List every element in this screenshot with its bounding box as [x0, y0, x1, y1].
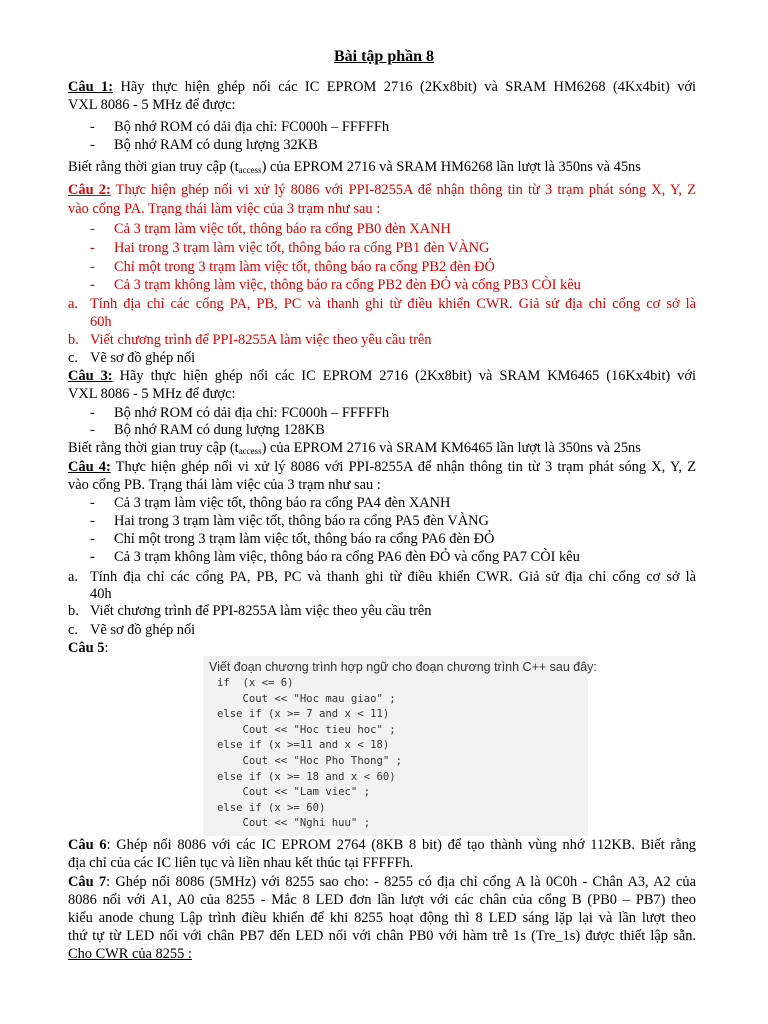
q4-label: Câu 4: [68, 459, 111, 475]
bullet-dash: - [90, 240, 95, 256]
q7-line4: thứ tự từ LED nối với chân PB7 đến LED nối với chân PB0 với hàm trễ 1s (Tre_1s) được thiết lập sẵn. [68, 928, 696, 944]
q2-bullet3: Chỉ một trong 3 trạm làm việc tốt, thông báo ra cổng PB2 đèn ĐỎ [114, 259, 495, 275]
q2-b-text: Viết chương trình để PPI-8255A làm việc theo yêu cầu trên [90, 332, 432, 348]
q1-note: Biết rằng thời gian truy cập $(t_{access})$ của EPROM 2716 và SRAM HM6268 lần lượt là 350ns và 45ns [68, 159, 641, 175]
q4-a-label: a. [68, 569, 78, 585]
q4-b-text: Viết chương trình để PPI-8255A làm việc theo yêu cầu trên [90, 603, 432, 619]
q5-label: Câu 5 [68, 640, 105, 656]
q4-bullet1: Cả 3 trạm làm việc tốt, thông báo ra cổng PA4 đèn XANH [114, 495, 451, 511]
code-intro: Viết đoạn chương trình hợp ngữ cho đoạn chương trình C++ sau đây: [209, 660, 597, 674]
q1-bullet1: Bộ nhớ ROM có dải địa chỉ: FC000h – FFFFFh [114, 119, 390, 135]
q7-line3: kiểu anode chung Lập trình điều khiển để khi 8255 hoạt động thì 8 LED sáng lặp lại và lần lượt theo [68, 910, 696, 926]
q2-label: Câu 2: [68, 182, 111, 198]
q2-bullet1: Cả 3 trạm làm việc tốt, thông báo ra cổng PB0 đèn XANH [114, 221, 451, 237]
q4-c-label: c. [68, 622, 78, 638]
q4-bullet2: Hai trong 3 trạm làm việc tốt, thông báo ra cổng PA5 đèn VÀNG [114, 513, 489, 529]
bullet-dash: - [90, 495, 95, 511]
q2-a-label: a. [68, 296, 78, 312]
q4-bullet3: Chỉ một trong 3 trạm làm việc tốt, thông báo ra cổng PA6 đèn ĐỎ [114, 531, 495, 547]
q4-bullet4: Cả 3 trạm không làm việc, thông báo ra cổng PA6 đèn ĐỎ và cổng PA7 CÒI kêu [114, 549, 580, 565]
q3-bullet2: Bộ nhớ RAM có dung lượng 128KB [114, 422, 325, 438]
q2-a-line2: 60h [90, 314, 112, 330]
bullet-dash: - [90, 119, 95, 135]
q4-line2: vào cổng PB. Trạng thái làm việc của 3 trạm như sau : [68, 477, 381, 493]
q7-line1: Câu 7: Ghép nối 8086 (5MHz) với 8255 sao cho: - 8255 có địa chỉ cổng A là 0C0h - Chân A3, A2 của [68, 874, 696, 890]
q4-c-text: Vẽ sơ đồ ghép nối [90, 622, 196, 638]
q3-line1: Câu 3: Hãy thực hiện ghép nối các IC EPROM 2716 (2Kx8bit) và SRAM KM6465 (16Kx4bit) với [68, 368, 696, 384]
bullet-dash: - [90, 531, 95, 547]
bullet-dash: - [90, 513, 95, 529]
q2-c-text: Vẽ sơ đồ ghép nối [90, 350, 196, 366]
q4-b-label: b. [68, 603, 79, 619]
q1-bullet2: Bộ nhớ RAM có dung lượng 32KB [114, 137, 318, 153]
q2-a-line1: Tính địa chỉ các cổng PA, PB, PC và thanh ghi từ điều khiển CWR. Giả sử địa chỉ cổng cơ sở là [90, 296, 696, 312]
q1-line1: Câu 1: Hãy thực hiện ghép nối các IC EPROM 2716 (2Kx8bit) và SRAM HM6268 (4Kx4bit) với [68, 79, 696, 95]
bullet-dash: - [90, 137, 95, 153]
bullet-dash: - [90, 277, 95, 293]
q4-a-line2: 40h [90, 586, 112, 602]
bullet-dash: - [90, 422, 95, 438]
q3-note: Biết rằng thời gian truy cập $(t_{access})$ của EPROM 2716 và SRAM KM6465 lần lượt là 350ns và 25ns [68, 440, 641, 456]
q6-line2: địa chỉ của các IC liên tục và liền nhau kết thúc tại FFFFFh. [68, 855, 414, 871]
bullet-dash: - [90, 549, 95, 565]
q1-line2: VXL 8086 - 5 MHz để được: [68, 97, 236, 113]
q2-bullet2: Hai trong 3 trạm làm việc tốt, thông báo ra cổng PB1 đèn VÀNG [114, 240, 490, 256]
q7-label: Câu 7 [68, 874, 107, 890]
q2-b-label: b. [68, 332, 79, 348]
q4-line1: Câu 4: Thực hiện ghép nối vi xử lý 8086 với PPI-8255A để nhận thông tin từ 3 trạm phát sóng X, Y, Z [68, 459, 696, 475]
q2-c-label: c. [68, 350, 78, 366]
q1-label: Câu 1: [68, 79, 114, 95]
bullet-dash: - [90, 405, 95, 421]
code-image [203, 656, 597, 836]
q7-line2: 8086 nối với A1, A0 của 8255 - Mắc 8 LED đơn lần lượt với các chân của cổng B (PB0 – PB7) theo [68, 892, 696, 908]
q3-line2: VXL 8086 - 5 MHz để được: [68, 386, 236, 402]
bullet-dash: - [90, 221, 95, 237]
q3-bullet1: Bộ nhớ ROM có dải địa chỉ: FC000h – FFFFFh [114, 405, 390, 421]
q6-line1: Câu 6: Ghép nối 8086 với các IC EPROM 2764 (8KB 8 bit) để tạo thành vùng nhớ 112KB. Biết rằng [68, 837, 696, 853]
q2-line1: Câu 2: Thực hiện ghép nối vi xử lý 8086 với PPI-8255A để nhận thông tin từ 3 trạm phát sóng X, Y, Z [68, 182, 696, 198]
q6-label: Câu 6 [68, 837, 107, 853]
code-snippet: if (x <= 6) Cout << "Hoc mau giao" ; else if (x >= 7 and x < 11) Cout << "Hoc tieu hoc" ; else if (x >=11 and x < 18) Cout << "Hoc Pho Thong" ; else if (x >= 18 and x < 60) Cout << "Lam viec" ; else if (x >= 60) Cout << "Nghi huu" ; [217, 677, 402, 830]
page-title: Bài tập phần 8 [333, 48, 435, 65]
q2-line2: vào cổng PA. Trạng thái làm việc của 3 trạm như sau : [68, 201, 381, 217]
q5-heading: Câu 5: [68, 640, 109, 656]
q7-cwr: Cho CWR của 8255 : [68, 946, 192, 962]
bullet-dash: - [90, 259, 95, 275]
q2-bullet4: Cả 3 trạm không làm việc, thông báo ra cổng PB2 đèn ĐỎ và cổng PB3 CÒI kêu [114, 277, 581, 293]
q3-label: Câu 3: [68, 368, 113, 384]
q4-a-line1: Tính địa chỉ các cổng PA, PB, PC và thanh ghi từ điều khiển CWR. Giả sử địa chỉ cổng cơ sở là [90, 569, 696, 585]
